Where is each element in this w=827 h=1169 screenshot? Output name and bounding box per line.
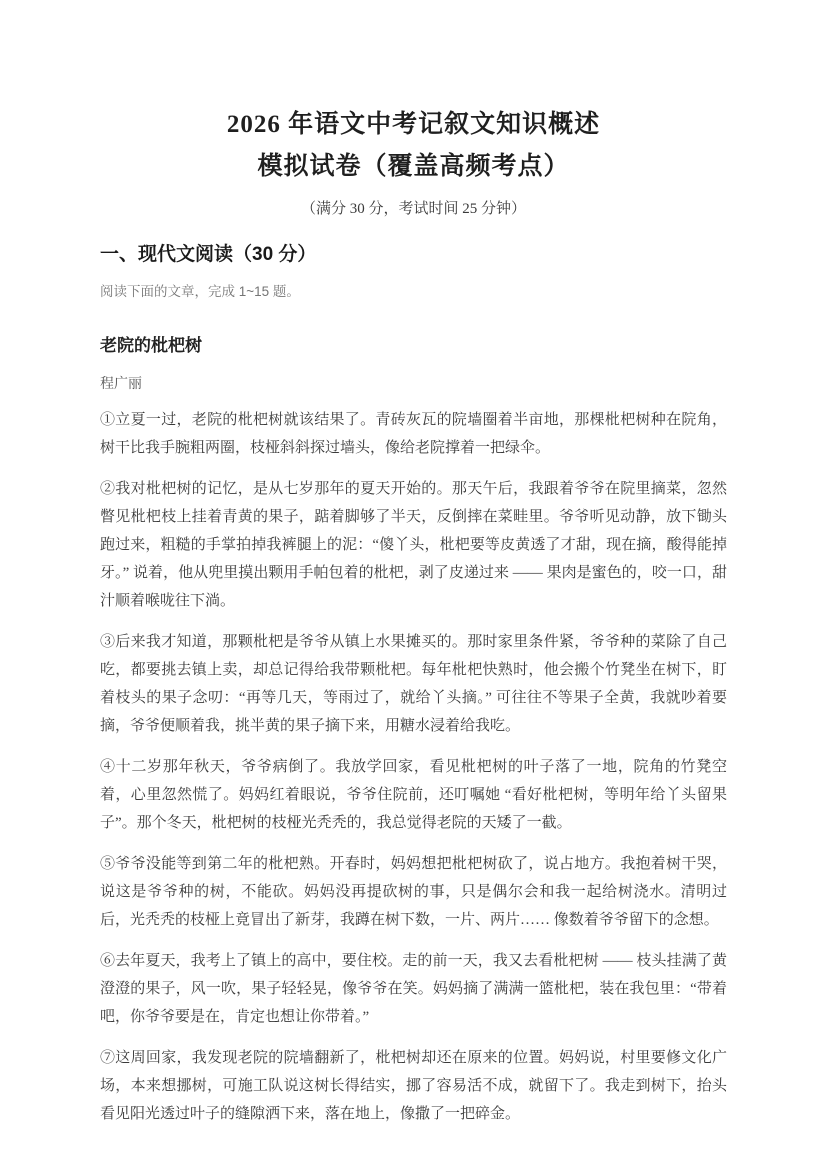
document-title-line1: 2026 年语文中考记叙文知识概述 xyxy=(226,111,601,138)
article-paragraph-4: ④十二岁那年秋天，爷爷病倒了。我放学回家，看见枇杷树的叶子落了一地，院角的竹凳空着，心里忽然慌了。妈妈红着眼说，爷爷住院前，还叮嘱她 “看好枇杷树，等明年给丫头留果子”。那个冬天，枇杷树的枝桠光秃秃的，我总觉得老院的天矮了一截。 xyxy=(100,759,727,831)
reading-instruction: 阅读下面的文章，完成 1~15 题。 xyxy=(100,284,300,299)
article-author: 程广丽 xyxy=(100,375,142,391)
article-paragraph-7: ⑦这周回家，我发现老院的院墙翻新了，枇杷树却还在原来的位置。妈妈说，村里要修文化广场，本来想挪树，可施工队说这树长得结实，挪了容易活不成，就留下了。我走到树下，抬头看见阳光透过叶子的缝隙洒下来，落在地上，像撒了一把碎金。 xyxy=(100,1050,727,1122)
section-heading-modern-reading: 一、现代文阅读（30 分） xyxy=(100,244,317,265)
exam-score-time-note: （满分 30 分，考试时间 25 分钟） xyxy=(300,201,526,217)
article-paragraph-1: ①立夏一过，老院的枇杷树就该结果了。青砖灰瓦的院墙圈着半亩地，那棵枇杷树种在院角，树干比我手腕粗两圈，枝桠斜斜探过墙头，像给老院撑着一把绿伞。 xyxy=(100,412,727,456)
article-paragraph-2: ②我对枇杷树的记忆，是从七岁那年的夏天开始的。那天午后，我跟着爷爷在院里摘菜，忽然瞥见枇杷枝上挂着青黄的果子，踮着脚够了半天，反倒摔在菜畦里。爷爷听见动静，放下锄头跑过来，粗糙的手掌拍掉我裤腿上的泥：“傻丫头，枇杷要等皮黄透了才甜，现在摘，酸得能掉牙。” 说着，他从兜里摸出颗用手帕包着的枇杷，剥了皮递过来 —— 果肉是蜜色的，咬一口，甜汁顺着喉咙往下淌。 xyxy=(100,481,727,609)
article-title: 老院的枇杷树 xyxy=(100,336,202,355)
document-title-line2: 模拟试卷（覆盖高频考点） xyxy=(257,153,570,180)
article-body xyxy=(100,406,727,1128)
document-title xyxy=(100,104,727,188)
article-paragraph-5: ⑤爷爷没能等到第二年的枇杷熟。开春时，妈妈想把枇杷树砍了，说占地方。我抱着树干哭，说这是爷爷种的树，不能砍。妈妈没再提砍树的事，只是偶尔会和我一起给树浇水。清明过后，光秃秃的枝桠上竟冒出了新芽，我蹲在树下数，一片、两片…… 像数着爷爷留下的念想。 xyxy=(100,856,727,928)
article-paragraph-6: ⑥去年夏天，我考上了镇上的高中，要住校。走的前一天，我又去看枇杷树 —— 枝头挂满了黄澄澄的果子，风一吹，果子轻轻晃，像爷爷在笑。妈妈摘了满满一篮枇杷，装在我包里：“带着吧，你爷爷要是在，肯定也想让你带着。” xyxy=(100,953,727,1025)
article-paragraph-3: ③后来我才知道，那颗枇杷是爷爷从镇上水果摊买的。那时家里条件紧，爷爷种的菜除了自己吃，都要挑去镇上卖，却总记得给我带颗枇杷。每年枇杷快熟时，他会搬个竹凳坐在树下，盯着枝头的果子念叨：“再等几天，等雨过了，就给丫头摘。” 可往往不等果子全黄，我就吵着要摘，爷爷便顺着我，挑半黄的果子摘下来，用糖水浸着给我吃。 xyxy=(100,634,727,734)
